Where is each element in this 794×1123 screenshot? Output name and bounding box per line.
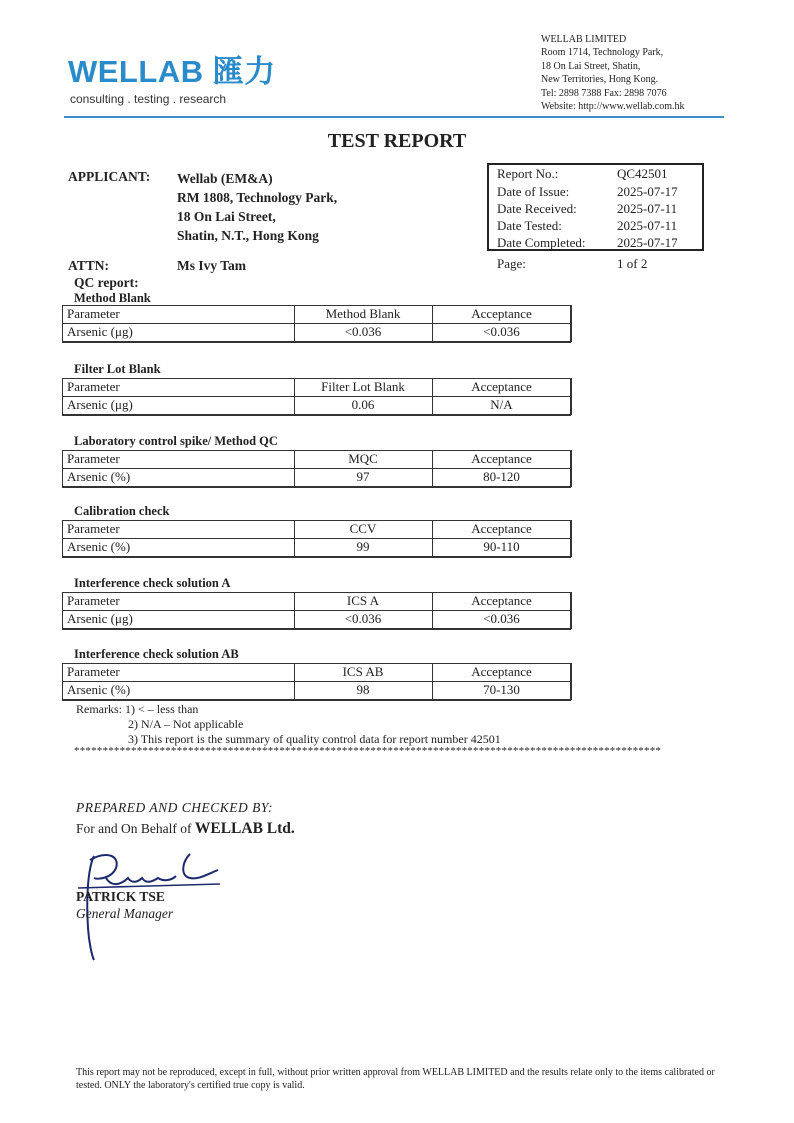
table-header-acceptance: Acceptance (471, 451, 532, 466)
remarks (76, 702, 501, 747)
table-cell-result: 99 (356, 539, 370, 554)
end-of-report-divider: ******************************************************************************************************* (74, 745, 662, 757)
footer-disclaimer: This report may not be reproduced, except in full, without prior written approval from WELLAB LIMITED and the results relate only to the items calibrated or tested. ONLY the laboratory's certified true copy is valid. (76, 1067, 715, 1091)
table-header-result: CCV (349, 521, 377, 536)
table-header-parameter: Parameter (67, 593, 120, 608)
remark-line: 2) N/A – Not applicable (128, 717, 244, 731)
remark-line: 3) This report is the summary of quality control data for report number 42501 (128, 732, 501, 746)
report-no-label: Report No.: (497, 166, 559, 181)
company-line: WELLAB LIMITED (541, 34, 627, 45)
table-header-parameter: Parameter (67, 306, 120, 321)
table-cell-acceptance: N/A (490, 397, 513, 412)
table-cell-acceptance: 80-120 (483, 469, 520, 484)
date-received-label: Date Received: (497, 201, 577, 216)
on-behalf-line (76, 820, 295, 838)
qc-report-line: QC report: (74, 275, 139, 290)
qc-table-ics-ab (62, 663, 571, 699)
table-cell-result: 98 (356, 682, 370, 697)
section-title: Laboratory control spike/ Method QC (74, 434, 278, 448)
company-line: Room 1714, Technology Park, (541, 47, 664, 59)
section-title: Interference check solution A (74, 576, 231, 590)
applicant-line: Shatin, N.T., Hong Kong (177, 228, 319, 243)
table-cell-parameter: Arsenic (%) (67, 682, 131, 697)
attn-label: ATTN: (68, 258, 110, 273)
table-header-result: ICS A (346, 593, 380, 608)
page-value: 1 of 2 (617, 256, 648, 271)
date-received-value: 2025-07-11 (617, 201, 678, 216)
qc-table-method-qc (62, 450, 571, 486)
table-cell-acceptance: <0.036 (483, 611, 520, 626)
table-header-acceptance: Acceptance (471, 306, 532, 321)
applicant-label: APPLICANT: (68, 169, 151, 184)
table-header-parameter: Parameter (67, 664, 120, 679)
qc-report-line: Method Blank (74, 291, 151, 305)
company-line: Website: http://www.wellab.com.hk (541, 101, 685, 113)
table-cell-parameter: Arsenic (μg) (67, 397, 133, 412)
date-tested-label: Date Tested: (497, 218, 562, 233)
on-behalf-prefix: For and On Behalf of (76, 821, 192, 836)
page-label: Page: (497, 256, 526, 271)
signatory-name: PATRICK TSE (76, 889, 165, 904)
table-header-acceptance: Acceptance (471, 379, 532, 394)
section-title: Calibration check (74, 504, 170, 518)
signatory-title: General Manager (76, 906, 174, 921)
company-line: Tel: 2898 7388 Fax: 2898 7076 (541, 87, 667, 99)
header-divider (64, 116, 724, 118)
qc-report-label (74, 275, 151, 306)
table-cell-parameter: Arsenic (μg) (67, 611, 133, 626)
remark-line: Remarks: 1) < – less than (76, 702, 199, 716)
table-header-result: ICS AB (342, 664, 384, 679)
table-cell-parameter: Arsenic (%) (67, 469, 131, 484)
date-tested-value: 2025-07-11 (617, 218, 678, 233)
applicant-line: Wellab (EM&A) (177, 171, 273, 186)
section-title: Filter Lot Blank (74, 362, 161, 376)
company-address (541, 33, 685, 113)
qc-table-filter-lot-blank (62, 378, 571, 414)
attn-value: Ms Ivy Tam (177, 258, 247, 273)
section-title: Interference check solution AB (74, 647, 239, 661)
table-cell-parameter: Arsenic (μg) (67, 324, 133, 339)
table-cell-result: <0.036 (344, 611, 382, 626)
prepared-by-label: PREPARED AND CHECKED BY: (76, 800, 273, 815)
table-cell-result: 97 (356, 469, 370, 484)
table-header-parameter: Parameter (67, 379, 120, 394)
table-header-acceptance: Acceptance (471, 521, 532, 536)
table-header-result: Filter Lot Blank (321, 379, 405, 394)
date-issue-label: Date of Issue: (497, 184, 570, 199)
applicant-line: 18 On Lai Street, (177, 209, 276, 224)
date-issue-value: 2025-07-17 (617, 184, 678, 199)
date-completed-value: 2025-07-17 (617, 235, 678, 250)
applicant-address (177, 169, 337, 245)
table-header-result: MQC (348, 451, 378, 466)
table-header-result: Method Blank (325, 306, 401, 321)
logo-tagline: consulting . testing . research (70, 92, 227, 106)
table-header-parameter: Parameter (67, 451, 120, 466)
company-line: 18 On Lai Street, Shatin, (541, 60, 641, 72)
table-cell-result: 0.06 (351, 397, 375, 412)
company-line: New Territories, Hong Kong. (541, 74, 659, 86)
table-cell-acceptance: 90-110 (483, 539, 520, 554)
qc-table-ics-a (62, 592, 571, 628)
qc-table-method-blank (62, 305, 571, 341)
table-cell-parameter: Arsenic (%) (67, 539, 131, 554)
date-completed-label: Date Completed: (497, 235, 586, 250)
applicant-line: RM 1808, Technology Park, (177, 190, 338, 205)
table-header-parameter: Parameter (67, 521, 120, 536)
table-header-acceptance: Acceptance (471, 593, 532, 608)
page-title: TEST REPORT (327, 130, 467, 152)
company-logo: WELLAB 匯力 (68, 54, 276, 89)
table-header-acceptance: Acceptance (471, 664, 532, 679)
table-cell-result: <0.036 (344, 324, 382, 339)
table-cell-acceptance: 70-130 (483, 682, 520, 697)
qc-table-calibration-check (62, 520, 571, 556)
on-behalf-company: WELLAB Ltd. (194, 820, 295, 837)
table-cell-acceptance: <0.036 (483, 324, 520, 339)
report-no-value: QC42501 (617, 166, 668, 181)
